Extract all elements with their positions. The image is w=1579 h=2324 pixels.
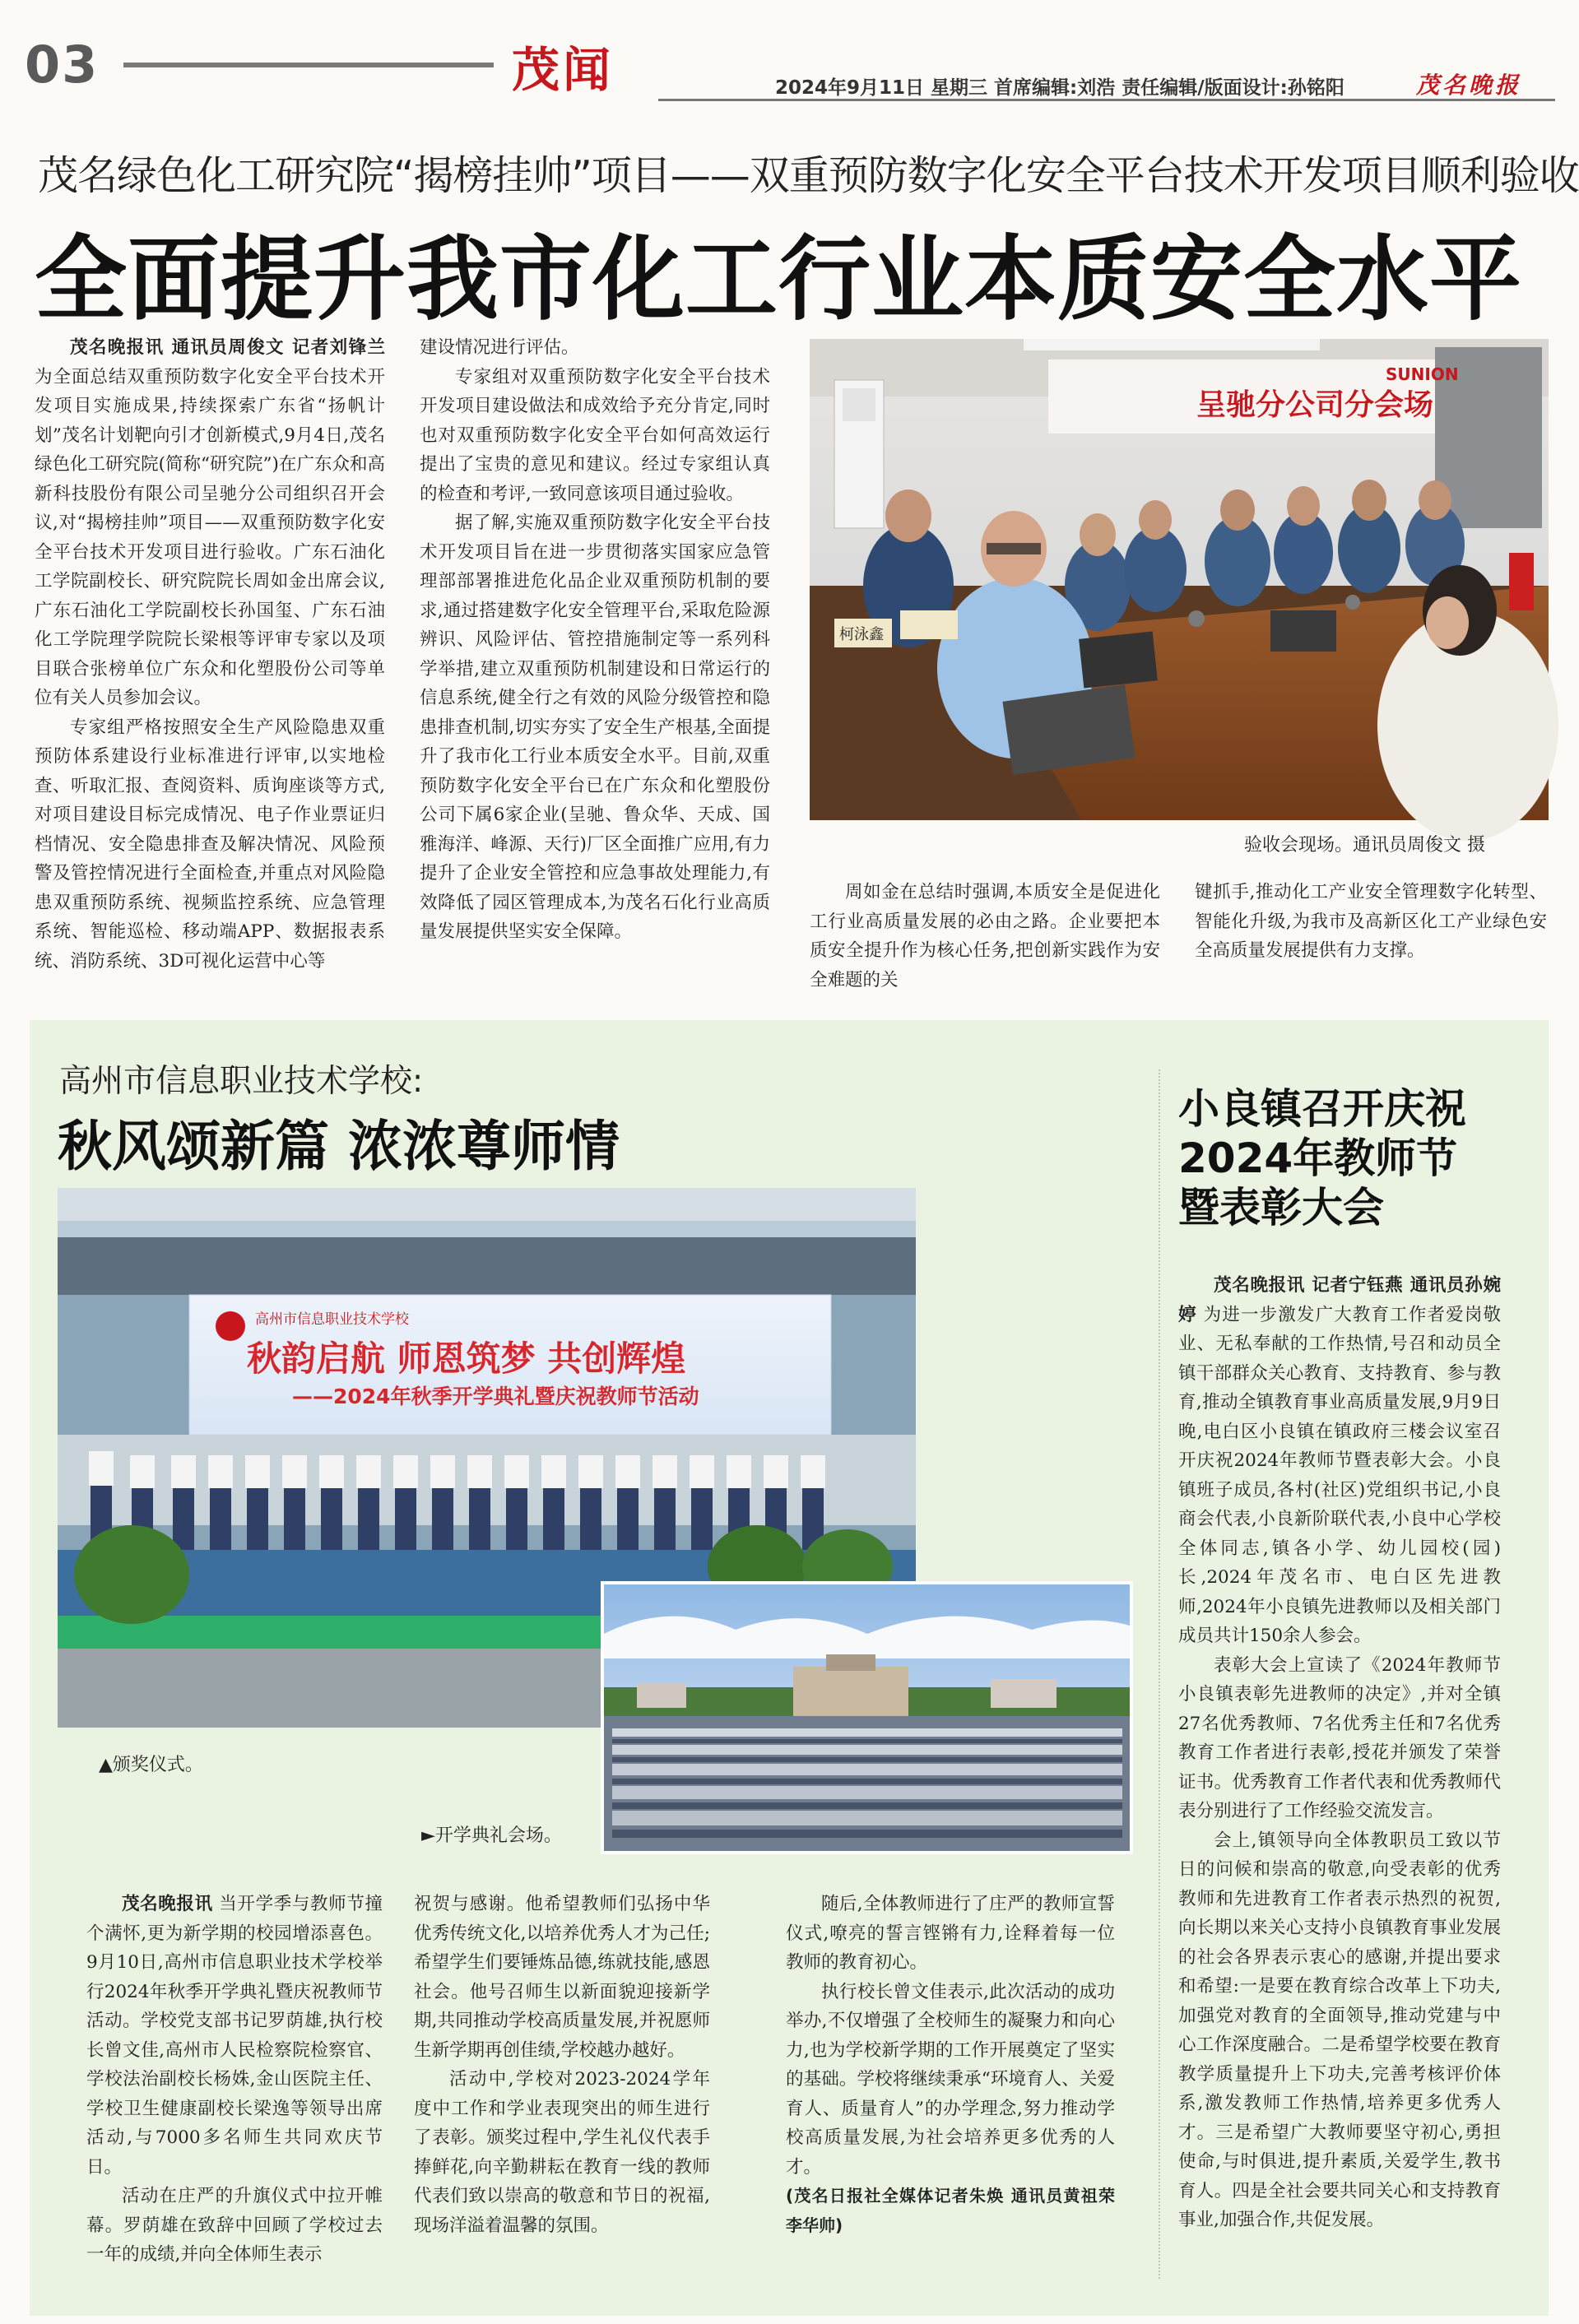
nameplate-text: 柯泳鑫: [839, 626, 884, 643]
award-photo-caption: ▲颁奖仪式。: [99, 1755, 203, 1775]
article1-col2-p3: 据了解,实施双重预防数字化安全平台技术开发项目旨在进一步贯彻落实国家应急管理部部署推进危化品企业双重预防机制的要求,通过搭建数字化安全管理平台,采取危险源辨识、风险评估、管控措施制定等一系列科学举措,建立双重预防机制建设和日常运行的信息系统,健全行之有效的风险分级管控和隐患排查机制,切实夯实了安全生产根基,全面提升了我市化工行业本质安全水平。目前,双重预防数字化安全平台已在广东众和化塑股份公司下属6家企业(呈驰、鲁众华、天成、国雅海洋、峰源、天行)厂区全面推广应用,有力提升了企业安全管控和应急事故处理能力,有效降低了园区管理成本,为茂名石化行业高质量发展提供坚实安全保障。: [420, 513, 770, 942]
article3-body: [1178, 1271, 1501, 2287]
article1-col2: [420, 333, 770, 1000]
article1-col4: [1195, 878, 1547, 1001]
article2-kicker: 高州市信息职业技术学校:: [59, 1063, 424, 1100]
banner-sub: ——2024年秋季开学典礼暨庆祝教师节活动: [292, 1385, 699, 1408]
article2-byline: 茂名晚报讯: [122, 1894, 213, 1914]
article1-col2-p2: 专家组对双重预防数字化安全平台技术开发项目建设做法和成效给予充分肯定,同时也对双重预防数字化安全平台如何高效运行提出了宝贵的意见和建议。经过专家组认真的检查和考评,一致同意该项目通过验收。: [420, 366, 770, 504]
section-title: 茂闻: [512, 42, 615, 98]
article1-kicker: 茂名绿色化工研究院“揭榜挂帅”项目——双重预防数字化安全平台技术开发项目顺利验收: [38, 152, 1579, 199]
article2-col3-p2: 执行校长曾文佳表示,此次活动的成功举办,不仅增强了全校师生的凝聚力和向心力,也为学校新学期的工作开展奠定了坚实的基础。学校将继续秉承“环境育人、关爱育人、质量育人”的办学理念,努力推动学校高质量发展,为社会培养更多优秀的人才。: [786, 1981, 1115, 2178]
article1-col1-p2: 专家组严格按照安全生产风险隐患双重预防体系建设行业标准进行评审,以实地检查、听取汇报、查阅资料、质询座谈等方式,对项目建设目标完成情况、电子作业票证归档情况、安全隐患排查及解决情况、风险预警及管控情况进行全面检查,并重点对风险隐患双重预防系统、视频监控系统、应急管理系统、智能巡检、移动端APP、数据报表系统、消防系统、3D可视化运营中心等: [35, 717, 385, 972]
photo-sign: 呈驰分公司分会场: [1196, 387, 1434, 422]
article2-col1-p2: 活动在庄严的升旗仪式中拉开帷幕。罗荫雄在致辞中回顾了学校过去一年的成绩,并向全体师生表示: [86, 2186, 383, 2265]
masthead-rule-right: [658, 99, 1555, 101]
article1-col1: [35, 333, 385, 1000]
masthead: [0, 0, 1566, 103]
article3-headline-line2: 2024年教师节: [1178, 1134, 1458, 1182]
article1-col4-text: 键抓手,推动化工产业安全管理数字化转型、智能化升级,为我市及高新区化工产业绿色安全高质量发展提供有力支撑。: [1195, 882, 1547, 961]
article1-headline: 全面提升我市化工行业本质安全水平: [35, 226, 1522, 333]
article1-col1-text: 为全面总结双重预防数字化安全平台技术开发项目实施成果,持续探索广东省“扬帆计划”茂名计划靶向引才创新模式,9月4日,茂名绿色化工研究院(简称“研究院”)在广东众和高新科技股份有限公司呈驰分公司组织召开会议,对“揭榜挂帅”项目——双重预防数字化安全平台技术开发项目进行验收。广东石油化工学院副校长、研究院院长周如金出席会议,广东石油化工学院副校长孙国玺、广东石油化工学院理学院院长梁根等评审专家以及项目联合张榜单位广东众和化塑股份公司等单位有关人员参加会议。: [35, 366, 385, 708]
article2-col1: [86, 1890, 383, 2265]
article1-byline: 茂名晚报讯 通讯员周俊文 记者刘锋兰: [70, 337, 385, 358]
article3-p3: 会上,镇领导向全体教职员工致以节日的问候和崇高的敬意,向受表彰的优秀教师和先进教育工作者表示热烈的祝贺,向长期以来关心支持小良镇教育事业发展的社会各界表示衷心的感谢,并提出要求和希望:一是要在教育综合改革上下功夫,加强党对教育的全面领导,推动党建与中心工作深度融合。二是希望学校要在教育教学质量提升上下功夫,完善考核评价体系,激发教师工作热情,培养更多优秀人才。三是希望广大教师要坚守初心,勇担使命,与时俱进,提升素质,关爱学生,教书育人。四是全社会要共同关心和支持教育事业,加强合作,共促发展。: [1178, 1830, 1501, 2230]
opening-photo-caption: ►开学典礼会场。: [421, 1825, 562, 1846]
page-number: 03: [25, 35, 100, 95]
meeting-photo: [810, 339, 1549, 820]
newspaper-logo: 茂名晚报: [1415, 72, 1521, 99]
photo-sign-company: SUNION: [1386, 364, 1459, 384]
meeting-photo-caption: 验收会现场。通讯员周俊文 摄: [1244, 835, 1485, 856]
article3-headline-line1: 小良镇召开庆祝: [1178, 1085, 1466, 1133]
article2-col2-p1: 祝贺与感谢。他希望教师们弘扬中华优秀传统文化,以培养优秀人才为己任;希望学生们要锤炼品德,练就技能,感恩社会。他号召师生以新面貌迎接新学期,共同推动学校高质量发展,并祝愿师生新学期再创佳绩,学校越办越好。: [414, 1894, 710, 2061]
article1-col2-p1: 建设情况进行评估。: [420, 337, 579, 358]
article3-headline-line3: 暨表彰大会: [1178, 1184, 1384, 1232]
panel-divider: [1159, 1069, 1160, 2279]
article2-col3: [786, 1890, 1115, 2243]
banner-school: 高州市信息职业技术学校: [255, 1311, 409, 1328]
banner-main: 秋韵启航 师恩筑梦 共创辉煌: [247, 1338, 686, 1379]
article2-col1-text: 当开学季与教师节撞个满怀,更为新学期的校园增添喜色。9月10日,高州市信息职业技术学校举行2024年秋季开学典礼暨庆祝教师节活动。学校党支部书记罗荫雄,执行校长曾文佳,高州市人民检察院检察官、学校法治副校长杨姝,金山医院主任、学校卫生健康副校长梁逸等领导出席活动,与7000多名师生共同欢庆节日。: [86, 1894, 383, 2178]
article1-col3-text: 周如金在总结时强调,本质安全是促进化工行业高质量发展的必由之路。企业要把本质安全提升作为核心任务,把创新实践作为安全难题的关: [810, 882, 1160, 990]
opening-ceremony-photo: [601, 1581, 1133, 1854]
article2-credit: (茂名日报社全媒体记者朱焕 通讯员黄祖荣 李华帅): [786, 2186, 1115, 2235]
article1-col3: [810, 878, 1160, 1001]
article3-headline: [1178, 1084, 1540, 1232]
article2-col3-p1: 随后,全体教师进行了庄严的教师宣誓仪式,嘹亮的誓言铿锵有力,诠释着每一位教师的教育初心。: [786, 1894, 1115, 1973]
article3-p1: 为进一步激发广大教育工作者爱岗敬业、无私奉献的工作热情,号召和动员全镇干部群众关心教育、支持教育、参与教育,推动全镇教育事业高质量发展,9月9日晚,电白区小良镇在镇政府三楼会议室召开庆祝2024年教师节暨表彰大会。小良镇班子成员,各村(社区)党组织书记,小良商会代表,小良新阶联代表,小良中心学校全体同志,镇各小学、幼儿园校(园)长,2024年茂名市、电白区先进教师,2024年小良镇先进教师以及相关部门成员共计150余人参会。: [1178, 1304, 1501, 1646]
dateline: 2024年9月11日 星期三 首席编辑:刘浩 责任编辑/版面设计:孙铭阳: [775, 77, 1344, 99]
article2-col2: [414, 1890, 710, 2243]
article2-col2-p2: 活动中,学校对2023-2024学年度中工作和学业表现突出的师生进行了表彰。颁奖过程中,学生礼仪代表手捧鲜花,向辛勤耕耘在教育一线的教师代表们致以崇高的敬意和节日的祝福,现场洋溢着温馨的氛围。: [414, 2069, 710, 2236]
section-badge: [512, 31, 645, 98]
article2-headline: 秋风颂新篇 浓浓尊师情: [58, 1115, 620, 1178]
article3-byline: 茂名晚报讯 记者宁钰燕 通讯员孙婉婷: [1178, 1275, 1501, 1325]
article3-p2: 表彰大会上宣读了《2024年教师节小良镇表彰先进教师的决定》,并对全镇27名优秀教师、7名优秀主任和7名优秀教育工作者进行表彰,授花并颁发了荣誉证书。优秀教育工作者代表和优秀教师代表分别进行了工作经验交流发言。: [1178, 1654, 1501, 1821]
masthead-rule-left: [123, 63, 494, 67]
